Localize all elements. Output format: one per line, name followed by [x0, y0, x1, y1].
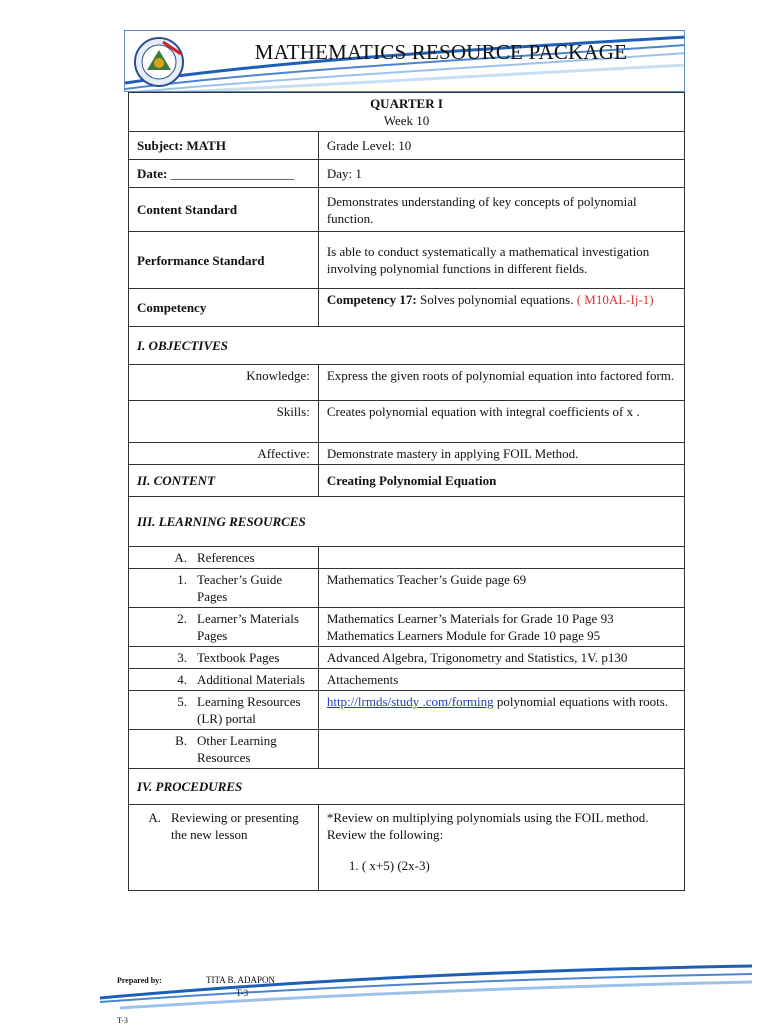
content-standard-value: Demonstrates understanding of key concepts of polynomial function.: [318, 188, 684, 232]
competency-number: Competency 17:: [326, 292, 417, 307]
resource-num: 2.: [177, 611, 187, 626]
review-label: Reviewing or presenting the new lesson: [171, 810, 299, 842]
grade-level: Grade Level: 10: [318, 132, 684, 160]
resource-row: [129, 608, 685, 647]
skills-row: [129, 401, 685, 443]
procedures-heading-row: [129, 769, 685, 805]
references-num: A.: [174, 550, 187, 565]
review-line-2: Review the following:: [326, 827, 444, 842]
footer-swoosh-decoration: [0, 950, 768, 1024]
learning-resources-heading: III. LEARNING RESOURCES: [129, 497, 685, 547]
resource-value-2: Mathematics Learners Module for Grade 10 page 95: [326, 628, 601, 643]
resource-label: Teacher’s Guide Pages: [197, 572, 283, 604]
skills-value: Creates polynomial equation with integral coefficients of x .: [318, 401, 684, 443]
procedures-heading: IV. PROCEDURES: [129, 769, 685, 805]
footer-decoration: [0, 950, 768, 1024]
quarter-title: QUARTER I: [370, 96, 443, 111]
affective-row: [129, 443, 685, 465]
resource-row: [129, 569, 685, 608]
corner-code: T-3: [117, 1016, 128, 1025]
objectives-heading-row: [129, 327, 685, 365]
performance-standard-label: Performance Standard: [129, 232, 319, 289]
learning-resources-heading-row: [129, 497, 685, 547]
date-label: Date:: [137, 166, 168, 181]
content-heading: II. CONTENT: [129, 465, 319, 497]
affective-value: Demonstrate mastery in applying FOIL Method.: [318, 443, 684, 465]
resource-value: Mathematics Teacher’s Guide page 69: [318, 569, 684, 608]
review-line-1: *Review on multiplying polynomials using the FOIL method.: [326, 810, 649, 825]
week-label: Week 10: [383, 113, 430, 128]
quarter-row: [129, 93, 685, 132]
prepared-by-name: TITA B. ADAPON: [206, 975, 276, 985]
knowledge-value: Express the given roots of polynomial equation into factored form.: [318, 365, 684, 401]
resource-num: 4.: [177, 672, 187, 687]
content-standard-row: [129, 188, 685, 232]
header-banner: [124, 30, 685, 92]
resource-value: Attachements: [318, 669, 684, 691]
subject-value: MATH: [186, 138, 226, 153]
competency-row: [129, 289, 685, 327]
subject-row: [129, 132, 685, 160]
knowledge-row: [129, 365, 685, 401]
date-row: [129, 160, 685, 188]
resource-num: 5.: [177, 694, 187, 709]
resource-label: Textbook Pages: [197, 650, 280, 665]
resource-value: polynomial equations with roots.: [493, 694, 669, 709]
competency-label: Competency: [129, 289, 319, 327]
resource-row: [129, 647, 685, 669]
other-resources-num: B.: [175, 733, 187, 748]
lr-portal-link[interactable]: http://lrmds/study .com/forming: [326, 694, 494, 709]
resource-row: [129, 691, 685, 730]
content-value: Creating Polynomial Equation: [318, 465, 684, 497]
content-standard-label: Content Standard: [129, 188, 319, 232]
prepared-by-code: T-3: [236, 988, 249, 998]
prepared-by-label: Prepared by:: [117, 976, 162, 985]
lesson-plan-table: [128, 92, 685, 891]
affective-label: Affective:: [129, 443, 319, 465]
competency-code: ( M10AL-Ij-1): [576, 292, 654, 307]
subject-label: Subject:: [137, 138, 184, 153]
date-blank: ___________________: [170, 166, 295, 181]
resource-num: 3.: [177, 650, 187, 665]
performance-standard-value: Is able to conduct systematically a mathematical investigation involving polynomial functions in different fields.: [318, 232, 684, 289]
deped-seal-icon: [133, 36, 185, 88]
knowledge-label: Knowledge:: [129, 365, 319, 401]
performance-standard-row: [129, 232, 685, 289]
resource-value: Mathematics Learner’s Materials for Grade 10 Page 93: [326, 611, 614, 626]
other-resources-row: [129, 730, 685, 769]
skills-label: Skills:: [129, 401, 319, 443]
references-label: References: [197, 550, 255, 565]
other-resources-label: Other Learning Resources: [197, 733, 277, 765]
day-label: Day: 1: [318, 160, 684, 188]
competency-text: Solves polynomial equations.: [416, 292, 577, 307]
resource-row: [129, 669, 685, 691]
resource-value: Advanced Algebra, Trigonometry and Statistics, 1V. p130: [318, 647, 684, 669]
review-row: [129, 805, 685, 891]
references-row: [129, 547, 685, 569]
resource-label: Learner’s Materials Pages: [197, 611, 299, 643]
content-row: [129, 465, 685, 497]
page-title: MATHEMATICS RESOURCE PACKAGE: [254, 40, 628, 64]
review-item: 1. ( x+5) (2x-3): [348, 858, 430, 873]
objectives-heading: I. OBJECTIVES: [129, 327, 685, 365]
resource-label: Additional Materials: [197, 672, 305, 687]
resource-num: 1.: [177, 572, 187, 587]
review-num: A.: [148, 810, 161, 825]
resource-label: Learning Resources (LR) portal: [197, 694, 301, 726]
